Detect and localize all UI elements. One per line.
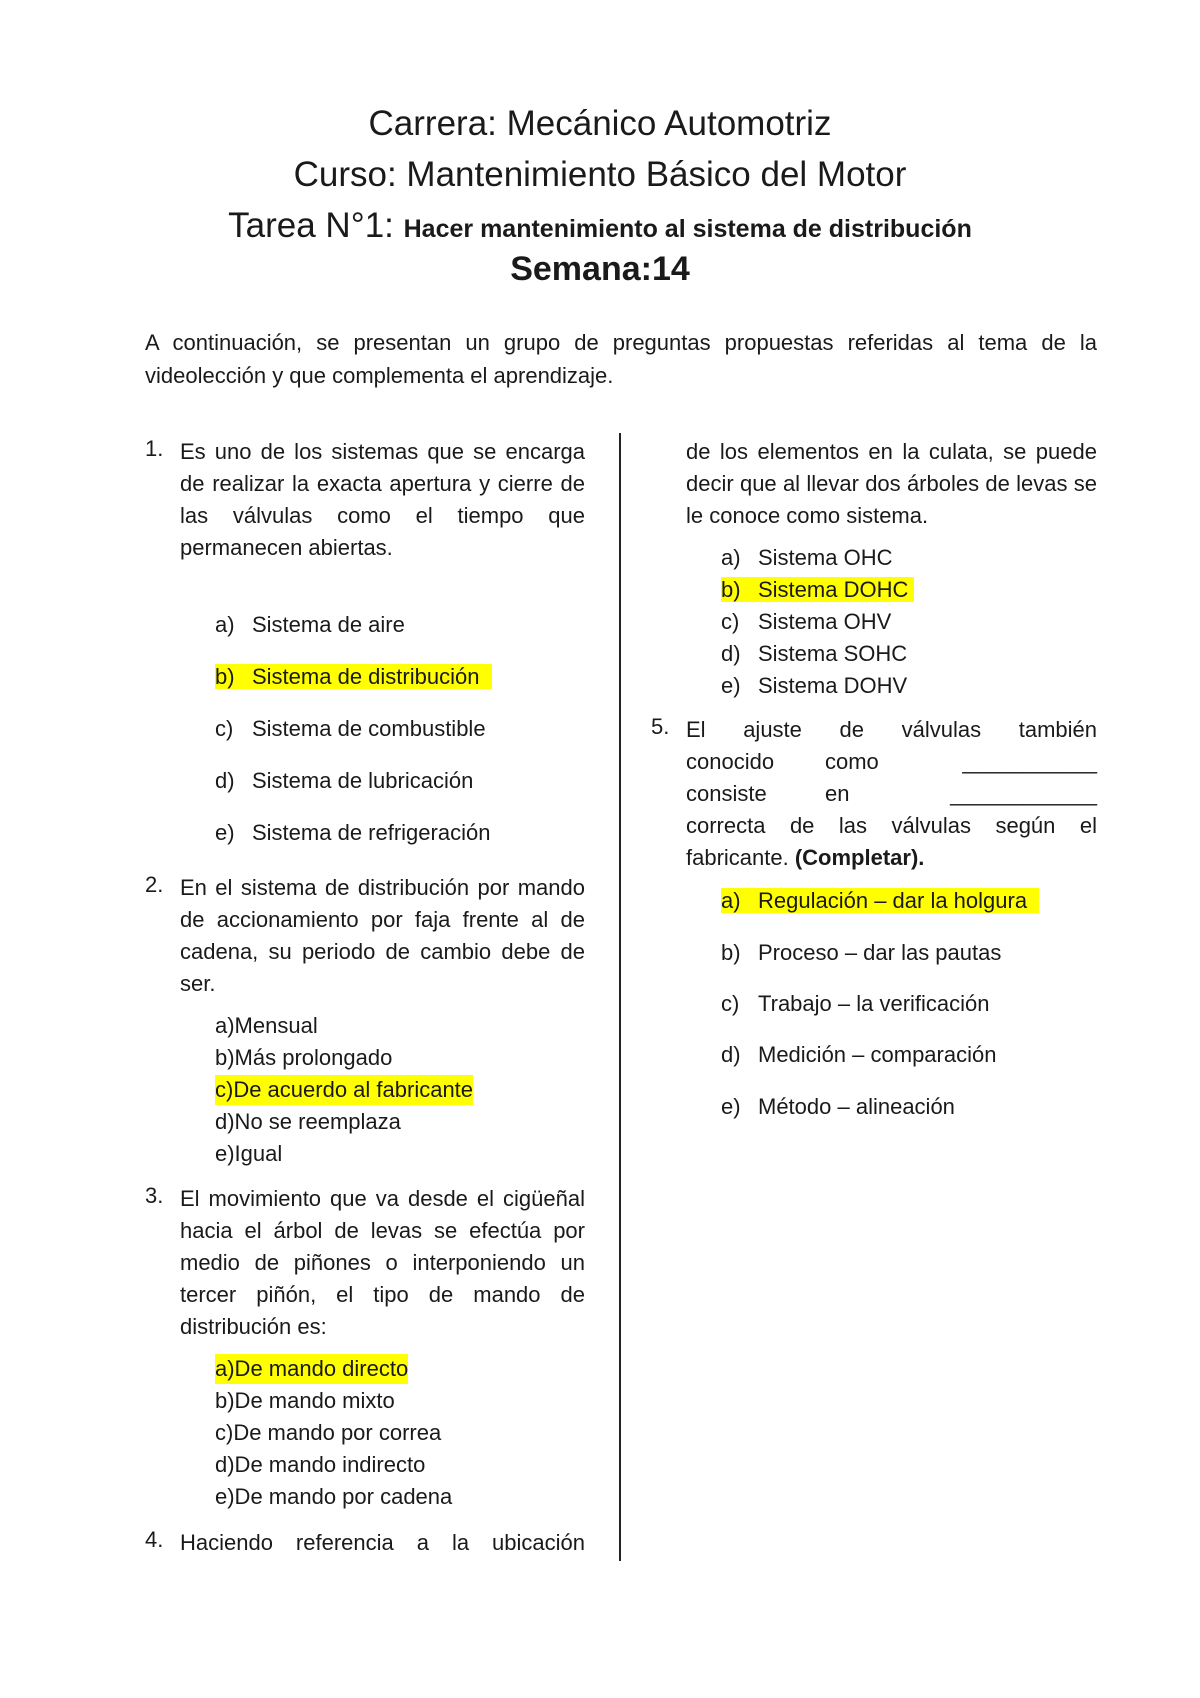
option-2b[interactable]: b)Más prolongado: [215, 1045, 393, 1070]
question-number: 1.: [145, 436, 164, 461]
heading-carrera: Carrera: Mecánico Automotriz: [368, 104, 832, 143]
option-4b-correct[interactable]: b) Sistema DOHC: [721, 575, 914, 605]
question-5-line-3: consiste en ____________: [686, 781, 1097, 806]
question-number: 3.: [145, 1183, 164, 1208]
option-2e[interactable]: e)Igual: [215, 1141, 283, 1166]
option-2d[interactable]: d)No se reemplaza: [215, 1109, 401, 1134]
option-3b[interactable]: b)De mando mixto: [215, 1388, 395, 1413]
question-text-start: Haciendo referencia a la ubicación: [180, 1530, 585, 1555]
option-5e[interactable]: e) Método – alineación: [721, 1094, 955, 1119]
question-5-line-2: conocido como ___________: [686, 749, 1097, 774]
option-5c[interactable]: c) Trabajo – la verificación: [721, 991, 990, 1016]
option-4a[interactable]: a) Sistema OHC: [721, 545, 893, 570]
question-5-line-4: correcta de las válvulas según el: [686, 813, 1097, 838]
option-5d[interactable]: d) Medición – comparación: [721, 1042, 997, 1067]
option-1d[interactable]: d) Sistema de lubricación: [215, 768, 474, 793]
option-2a[interactable]: a)Mensual: [215, 1013, 318, 1038]
option-4c[interactable]: c) Sistema OHV: [721, 609, 892, 634]
option-1e[interactable]: e) Sistema de refrigeración: [215, 820, 491, 845]
option-3c[interactable]: c)De mando por correa: [215, 1420, 442, 1445]
option-1c[interactable]: c) Sistema de combustible: [215, 716, 486, 741]
question-number: 5.: [651, 714, 670, 739]
column-divider: [619, 433, 621, 1561]
heading-curso: Curso: Mantenimiento Básico del Motor: [293, 155, 907, 194]
question-text: El movimiento que va desde el cigüeñal hacia el árbol de levas se efectúa por medio de piñones o interponiendo un tercer piñón, el tipo de mando de distribución es:: [180, 1186, 585, 1339]
option-3d[interactable]: d)De mando indirecto: [215, 1452, 426, 1477]
option-3a-correct[interactable]: a)De mando directo: [215, 1354, 408, 1384]
option-4d[interactable]: d) Sistema SOHC: [721, 641, 908, 666]
option-1b-correct[interactable]: b) Sistema de distribución: [215, 662, 492, 692]
tarea-label: Tarea N°1:: [228, 206, 404, 245]
question-5-line-5: fabricante. (Completar).: [686, 845, 925, 870]
question-text: En el sistema de distribución por mando de accionamiento por faja frente al de cadena, su periodo de cambio debe de ser.: [180, 875, 585, 996]
question-text: Es uno de los sistemas que se encarga de realizar la exacta apertura y cierre de las válvulas como el tiempo que permanecen abiertas.: [180, 439, 585, 560]
option-1a[interactable]: a) Sistema de aire: [215, 612, 405, 637]
option-5b[interactable]: b) Proceso – dar las pautas: [721, 940, 1002, 965]
heading-tarea: [0, 206, 1200, 246]
question-5-line-1: El ajuste de válvulas también: [686, 717, 1097, 742]
intro-paragraph: A continuación, se presentan un grupo de preguntas propuestas referidas al tema de la videolección y que complementa el aprendizaje.: [145, 330, 1097, 388]
question-number: 4.: [145, 1527, 164, 1552]
heading-semana: Semana:14: [510, 250, 690, 288]
question-number: 2.: [145, 872, 164, 897]
option-5a-correct[interactable]: a) Regulación – dar la holgura: [721, 886, 1039, 916]
tarea-text: Hacer mantenimiento al sistema de distribución: [403, 215, 972, 243]
option-2c-correct[interactable]: c)De acuerdo al fabricante: [215, 1075, 473, 1105]
question-4-text-continued: de los elementos en la culata, se puede decir que al llevar dos árboles de levas se le conoce como sistema.: [686, 439, 1097, 528]
option-3e[interactable]: e)De mando por cadena: [215, 1484, 453, 1509]
option-4e[interactable]: e) Sistema DOHV: [721, 673, 908, 698]
